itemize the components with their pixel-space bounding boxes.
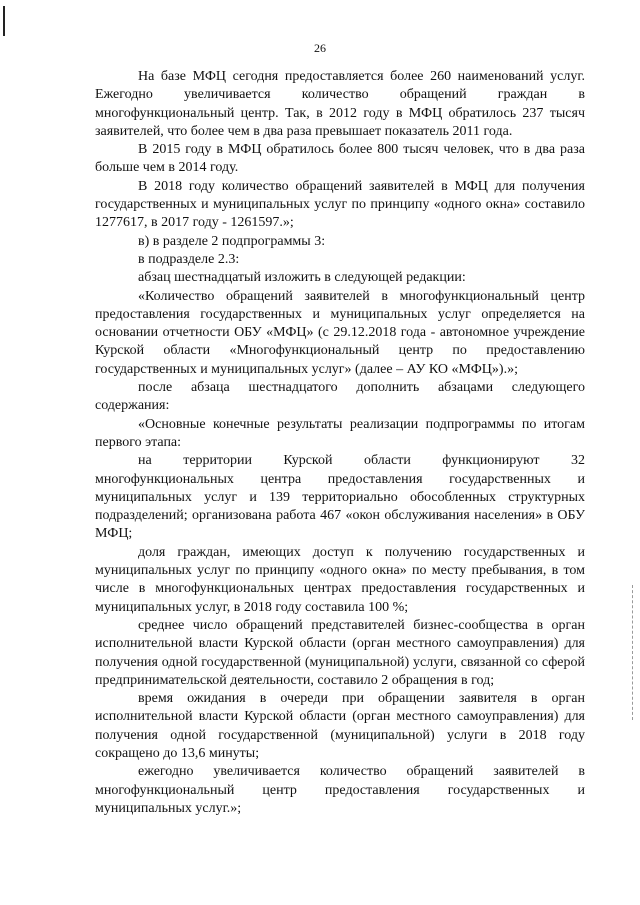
document-body: [95, 68, 585, 818]
paragraph: На базе МФЦ сегодня предоставляется более 260 наименований услуг. Ежегодно увеличивается количество обращений граждан в многофункциональный центр. Так, в 2012 году в МФЦ обратилось 237 тысяч заявителей, что более чем в два раза превышает показатель 2011 года.: [95, 69, 585, 139]
paragraph: время ожидания в очереди при обращении заявителя в орган исполнительной власти Курской области (орган местного самоуправления) для получения одной государственной (муниципальной) услуги в 2018 году сокращено до 13,6 минуты;: [95, 691, 585, 761]
paragraph: В 2018 году количество обращений заявителей в МФЦ для получения государственных и муниципальных услуг по принципу «одного окна» составило 1277617, в 2017 году - 1261597.»;: [95, 178, 585, 231]
paragraph: после абзаца шестнадцатого дополнить абзацами следующего содержания:: [95, 380, 585, 414]
paragraph: в подразделе 2.3:: [138, 251, 240, 267]
paragraph: в) в разделе 2 подпрограммы 3:: [138, 233, 326, 249]
paragraph: среднее число обращений представителей бизнес-сообщества в орган исполнительной власти Курской области (орган местного самоуправления) для получения одной государственной (муниципальной) услуги, связанной со сферой предпринимательской деятельности, составило 2 обращения в год;: [95, 617, 585, 688]
page-number: 26: [314, 41, 326, 55]
scan-edge-mark: [3, 6, 5, 36]
paragraph: абзац шестнадцатый изложить в следующей редакции:: [138, 270, 466, 286]
paragraph: доля граждан, имеющих доступ к получению государственных и муниципальных услуг по принципу «одного окна» по месту пребывания, в том числе в многофункциональных центрах предоставления государственных и муниципальных услуг, в 2018 году составила 100 %;: [95, 544, 585, 615]
paragraph: на территории Курской области функционируют 32 многофункциональных центра предоставления государственных и муниципальных услуг и 139 территориально обособленных структурных подразделений; организована работа 467 «окон обслуживания населения» в ОБУ МФЦ;: [95, 453, 585, 542]
paragraph: «Основные конечные результаты реализации подпрограммы по итогам первого этапа:: [95, 416, 585, 450]
paragraph: ежегодно увеличивается количество обращений заявителей в многофункциональный центр предоставления государственных и муниципальных услуг.»;: [95, 764, 585, 816]
paragraph: В 2015 году в МФЦ обратилось более 800 тысяч человек, что в два раза больше чем в 2014 году.: [95, 142, 585, 176]
scan-edge-mark-right: [632, 585, 634, 720]
paragraph: «Количество обращений заявителей в многофункциональный центр предоставления государственных и муниципальных услуг определяется на основании отчетности ОБУ «МФЦ» (с 29.12.2018 года - автономное учреждение Курской области «Многофункциональный центр по предоставлению государственных и муниципальных услуг» (далее – АУ КО «МФЦ»).»;: [95, 288, 585, 377]
